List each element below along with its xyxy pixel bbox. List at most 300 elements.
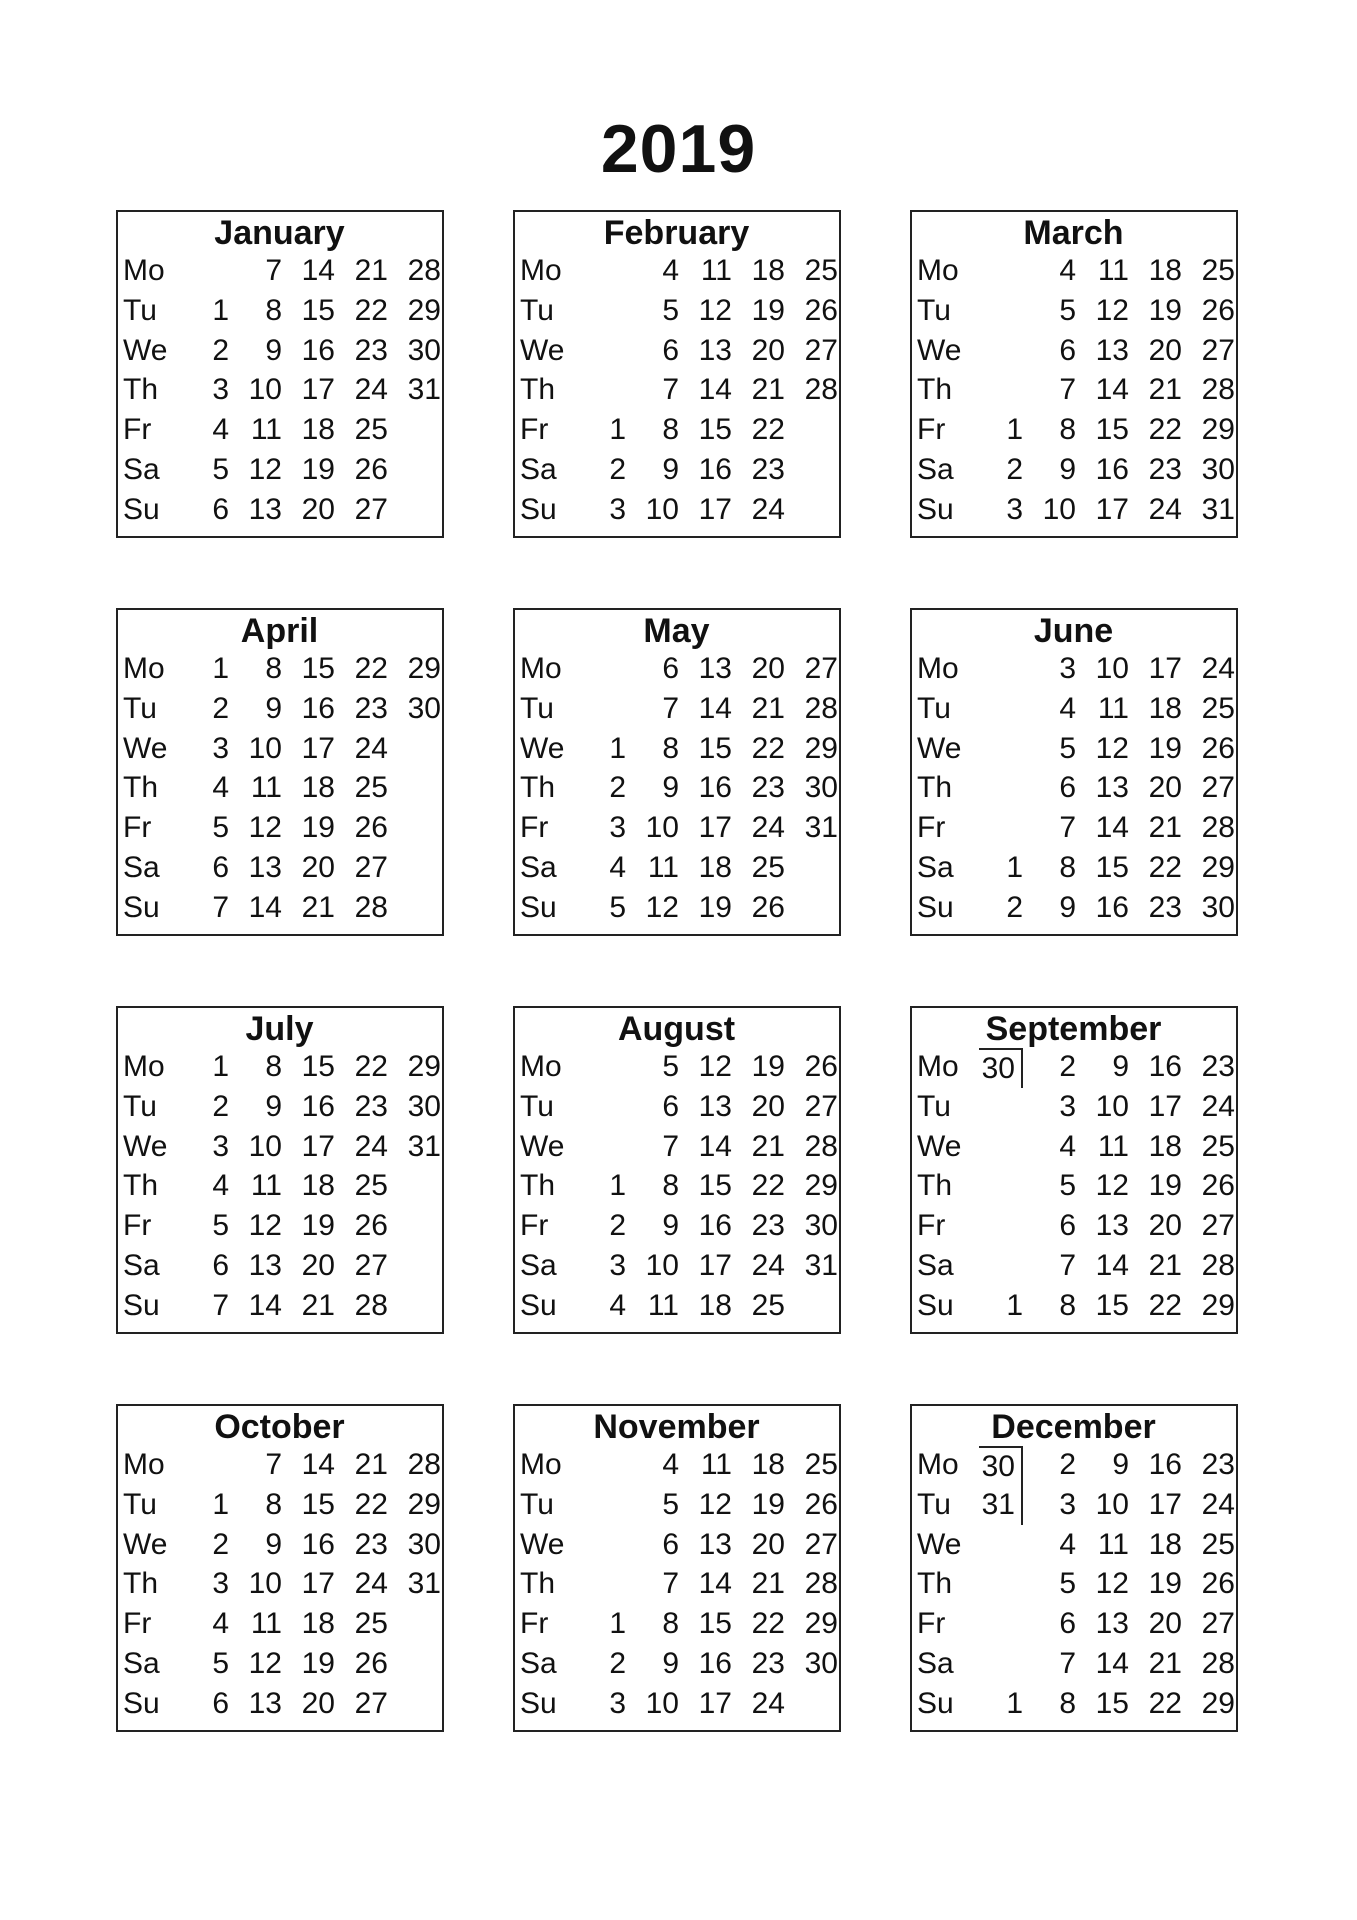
date-cell [388, 1645, 441, 1684]
weekday-label: Su [917, 492, 954, 526]
date-cell: 21 [301, 1288, 335, 1322]
weekday-row [917, 1605, 1235, 1644]
date-cell: 7 [265, 254, 282, 287]
date-cell: 21 [301, 890, 335, 924]
date-cell: 20 [301, 1249, 335, 1283]
month-title: July [245, 1010, 314, 1048]
date-cell: 15 [1095, 1288, 1129, 1322]
month-block-november [513, 1404, 841, 1732]
date-cell [388, 1287, 441, 1326]
date-cell: 30 [979, 1446, 1023, 1486]
weekday-row [917, 1247, 1235, 1286]
date-cell [785, 411, 838, 450]
date-cell: 19 [301, 1209, 335, 1243]
date-cell: 3 [1059, 1089, 1076, 1123]
date-cell: 12 [248, 811, 282, 845]
date-cell: 3 [609, 492, 626, 526]
date-cell: 21 [751, 691, 785, 725]
weekday-label: Mo [917, 1050, 959, 1083]
date-cell: 23 [751, 1647, 785, 1681]
date-cell: 8 [265, 1050, 282, 1083]
date-cell: 17 [698, 492, 732, 526]
weekday-label: Su [917, 890, 954, 924]
date-cell: 15 [698, 413, 732, 447]
date-cell [979, 1088, 1023, 1127]
date-cell: 11 [647, 851, 679, 885]
weekday-label: We [123, 731, 168, 765]
weekday-row [123, 1207, 436, 1246]
date-cell: 29 [1201, 1686, 1235, 1720]
date-cell [979, 769, 1023, 808]
date-cell: 22 [751, 731, 785, 765]
date-cell: 5 [212, 453, 229, 487]
weekday-row [520, 252, 838, 291]
weekday-row [520, 730, 838, 769]
weekday-label: Fr [520, 413, 549, 447]
date-cell: 7 [212, 1288, 229, 1322]
date-cell: 31 [804, 811, 838, 845]
date-cell: 30 [407, 1089, 441, 1123]
date-cell: 31 [407, 1129, 441, 1163]
date-cell: 10 [248, 731, 282, 765]
date-cell: 29 [407, 652, 441, 685]
date-cell [388, 809, 441, 848]
weekday-row [520, 1207, 838, 1246]
weekday-label: We [520, 1129, 565, 1163]
date-cell: 13 [698, 1527, 732, 1561]
weekday-label: Mo [520, 652, 562, 685]
weekday-row [123, 1565, 441, 1604]
date-cell: 13 [698, 1089, 732, 1123]
date-cell: 3 [609, 1249, 626, 1283]
date-cell: 24 [1148, 492, 1182, 526]
date-cell: 19 [301, 453, 335, 487]
date-cell: 9 [662, 453, 679, 487]
date-cell: 16 [1148, 1050, 1182, 1083]
date-cell: 16 [698, 1647, 732, 1681]
date-cell: 15 [698, 1169, 732, 1203]
month-block-april [116, 608, 444, 936]
date-cell: 28 [1201, 373, 1235, 407]
weekday-row [123, 690, 441, 729]
weekday-row [123, 769, 436, 808]
date-cell: 15 [698, 731, 732, 765]
weekday-row [123, 809, 436, 848]
weekday-label: Sa [520, 453, 557, 487]
date-cell: 2 [1059, 1448, 1076, 1481]
date-cell: 5 [1059, 293, 1076, 327]
date-cell: 23 [1148, 453, 1182, 487]
date-cell: 4 [212, 413, 229, 447]
month-rows [520, 252, 838, 530]
date-cell: 21 [354, 1448, 388, 1481]
date-cell [185, 1446, 229, 1485]
weekday-row [917, 809, 1235, 848]
date-cell: 2 [212, 1527, 229, 1561]
weekday-label: Su [520, 890, 557, 924]
date-cell: 22 [751, 1169, 785, 1203]
date-cell: 14 [698, 691, 732, 725]
date-cell: 7 [1059, 1249, 1076, 1283]
date-cell: 10 [248, 1129, 282, 1163]
month-title: August [617, 1010, 736, 1048]
weekday-label: We [123, 1527, 168, 1561]
date-cell: 16 [301, 333, 335, 367]
date-cell: 28 [1201, 811, 1235, 845]
weekday-row [520, 1446, 838, 1485]
date-cell: 24 [751, 1249, 785, 1283]
date-cell: 15 [301, 1487, 335, 1521]
date-cell: 5 [212, 1647, 229, 1681]
date-cell [388, 730, 441, 769]
date-cell: 10 [1042, 492, 1076, 526]
date-cell: 6 [1059, 1209, 1076, 1243]
date-cell: 16 [301, 691, 335, 725]
date-cell: 19 [698, 890, 732, 924]
weekday-row [520, 1128, 838, 1167]
weekday-label: Fr [520, 811, 549, 845]
date-cell: 13 [248, 1686, 282, 1720]
weekday-label: Th [123, 1169, 159, 1203]
date-cell [979, 1128, 1023, 1167]
date-cell: 14 [1095, 373, 1129, 407]
calendar-grid [116, 210, 1238, 1732]
weekday-label: Th [917, 1567, 953, 1601]
date-cell: 23 [1201, 1448, 1235, 1481]
weekday-row [520, 411, 833, 450]
date-cell: 4 [1059, 1527, 1076, 1561]
weekday-label: Sa [123, 453, 160, 487]
date-cell: 9 [1059, 453, 1076, 487]
date-cell: 12 [1095, 731, 1129, 765]
date-cell: 16 [698, 1209, 732, 1243]
date-cell: 11 [1097, 691, 1129, 725]
month-block-may [513, 608, 841, 936]
date-cell: 7 [1059, 373, 1076, 407]
weekday-label: Sa [123, 1647, 160, 1681]
date-cell: 4 [212, 771, 229, 805]
weekday-label: Fr [520, 1607, 549, 1641]
weekday-label: Th [123, 373, 159, 407]
date-cell: 26 [804, 1050, 838, 1083]
date-cell: 18 [751, 254, 785, 287]
weekday-row [520, 332, 838, 371]
date-cell: 23 [354, 1089, 388, 1123]
date-cell: 11 [1097, 1527, 1129, 1561]
date-cell: 28 [354, 890, 388, 924]
date-cell: 1 [1006, 1288, 1023, 1322]
month-rows [520, 650, 838, 928]
weekday-row [520, 451, 833, 490]
weekday-row [123, 1088, 441, 1127]
date-cell: 5 [1059, 1169, 1076, 1203]
date-cell: 13 [248, 492, 282, 526]
weekday-row [123, 650, 441, 689]
date-cell: 31 [979, 1486, 1023, 1525]
date-cell: 5 [609, 890, 626, 924]
date-cell: 14 [698, 1567, 732, 1601]
date-cell [979, 252, 1023, 291]
date-cell: 17 [698, 811, 732, 845]
date-cell: 4 [609, 1288, 626, 1322]
weekday-row [917, 252, 1235, 291]
date-cell [388, 491, 441, 530]
date-cell: 9 [265, 333, 282, 367]
date-cell: 21 [751, 1567, 785, 1601]
weekday-row [917, 1128, 1235, 1167]
date-cell: 20 [1148, 333, 1182, 367]
date-cell: 29 [804, 731, 838, 765]
weekday-label: Su [520, 1686, 557, 1720]
weekday-label: Tu [123, 691, 157, 725]
weekday-label: Tu [520, 1487, 554, 1521]
date-cell: 19 [751, 1050, 785, 1083]
month-rows [917, 1048, 1235, 1326]
date-cell: 17 [1148, 652, 1182, 685]
date-cell: 22 [354, 1487, 388, 1521]
weekday-label: Su [520, 492, 557, 526]
date-cell: 18 [301, 1169, 335, 1203]
date-cell: 20 [751, 652, 785, 685]
date-cell: 30 [407, 691, 441, 725]
date-cell: 4 [1059, 1129, 1076, 1163]
date-cell [979, 1605, 1023, 1644]
date-cell: 23 [751, 1209, 785, 1243]
weekday-label: Sa [520, 1647, 557, 1681]
date-cell: 3 [212, 731, 229, 765]
weekday-row [123, 1526, 441, 1565]
weekday-row [123, 411, 436, 450]
date-cell: 1 [212, 293, 229, 327]
date-cell: 6 [1059, 771, 1076, 805]
date-cell: 2 [1006, 453, 1023, 487]
weekday-row [917, 1446, 1235, 1485]
date-cell [388, 1685, 441, 1724]
date-cell: 11 [647, 1288, 679, 1322]
date-cell: 24 [751, 811, 785, 845]
date-cell [979, 650, 1023, 689]
date-cell: 18 [301, 771, 335, 805]
weekday-label: Th [520, 771, 556, 805]
weekday-label: Tu [123, 293, 157, 327]
month-rows [917, 252, 1235, 530]
date-cell: 3 [1006, 492, 1023, 526]
month-title: September [985, 1010, 1162, 1048]
weekday-label: Mo [123, 1050, 165, 1083]
weekday-label: Th [520, 1169, 556, 1203]
date-cell: 30 [407, 333, 441, 367]
month-title: December [991, 1408, 1156, 1446]
weekday-row [520, 849, 833, 888]
month-rows [917, 1446, 1235, 1724]
month-block-september [910, 1006, 1238, 1334]
date-cell: 11 [250, 1169, 282, 1203]
month-title: October [214, 1408, 345, 1446]
date-cell: 9 [265, 1527, 282, 1561]
weekday-row [123, 1287, 436, 1326]
date-cell: 23 [1148, 890, 1182, 924]
month-block-march [910, 210, 1238, 538]
date-cell: 1 [212, 1050, 229, 1083]
date-cell [388, 849, 441, 888]
date-cell: 6 [212, 851, 229, 885]
weekday-label: Mo [123, 1448, 165, 1481]
date-cell [979, 1565, 1023, 1604]
date-cell: 28 [1201, 1249, 1235, 1283]
date-cell: 26 [1201, 1567, 1235, 1601]
date-cell: 17 [301, 1129, 335, 1163]
date-cell: 22 [354, 1050, 388, 1083]
date-cell: 25 [354, 771, 388, 805]
weekday-row [123, 252, 441, 291]
weekday-row [520, 650, 838, 689]
date-cell: 25 [1201, 254, 1235, 287]
date-cell: 4 [609, 851, 626, 885]
date-cell: 20 [751, 333, 785, 367]
date-cell: 21 [1148, 1249, 1182, 1283]
date-cell: 28 [407, 1448, 441, 1481]
date-cell: 10 [1095, 1089, 1129, 1123]
weekday-row [123, 849, 436, 888]
date-cell: 8 [1059, 1288, 1076, 1322]
date-cell: 22 [751, 1607, 785, 1641]
date-cell: 20 [1148, 771, 1182, 805]
date-cell: 18 [1148, 1129, 1182, 1163]
date-cell: 23 [1201, 1050, 1235, 1083]
weekday-label: We [123, 1129, 168, 1163]
date-cell: 20 [301, 492, 335, 526]
date-cell: 17 [698, 1686, 732, 1720]
date-cell: 14 [248, 890, 282, 924]
weekday-label: Sa [917, 453, 954, 487]
date-cell: 5 [1059, 731, 1076, 765]
date-cell [582, 1565, 626, 1604]
date-cell: 12 [698, 293, 732, 327]
date-cell: 13 [1095, 1209, 1129, 1243]
date-cell [785, 849, 838, 888]
date-cell: 15 [1095, 851, 1129, 885]
date-cell [979, 1167, 1023, 1206]
date-cell [979, 1526, 1023, 1565]
date-cell: 23 [751, 453, 785, 487]
date-cell [388, 769, 441, 808]
weekday-row [917, 769, 1235, 808]
date-cell: 21 [751, 373, 785, 407]
weekday-row [917, 650, 1235, 689]
date-cell: 11 [250, 1607, 282, 1641]
date-cell: 12 [248, 453, 282, 487]
date-cell: 2 [1006, 890, 1023, 924]
date-cell: 5 [212, 1209, 229, 1243]
date-cell: 19 [1148, 293, 1182, 327]
month-title: May [643, 612, 710, 650]
date-cell: 18 [698, 851, 732, 885]
weekday-row [917, 1526, 1235, 1565]
date-cell: 5 [1059, 1567, 1076, 1601]
weekday-row [520, 889, 833, 928]
date-cell [582, 1128, 626, 1167]
date-cell: 29 [1201, 851, 1235, 885]
date-cell: 27 [804, 652, 838, 685]
date-cell: 13 [1095, 333, 1129, 367]
date-cell: 21 [1148, 811, 1182, 845]
weekday-row [520, 1645, 838, 1684]
month-block-august [513, 1006, 841, 1334]
date-cell: 19 [1148, 1169, 1182, 1203]
date-cell: 24 [1201, 1487, 1235, 1521]
date-cell: 19 [1148, 1567, 1182, 1601]
date-cell: 27 [804, 333, 838, 367]
date-cell: 18 [751, 1448, 785, 1481]
date-cell: 21 [1148, 373, 1182, 407]
date-cell: 24 [354, 373, 388, 407]
weekday-row [123, 1247, 436, 1286]
weekday-row [917, 371, 1235, 410]
date-cell: 7 [662, 691, 679, 725]
date-cell: 17 [1148, 1089, 1182, 1123]
date-cell: 23 [354, 691, 388, 725]
date-cell: 6 [1059, 1607, 1076, 1641]
weekday-row [123, 1128, 441, 1167]
weekday-row [917, 849, 1235, 888]
date-cell: 5 [662, 1050, 679, 1083]
date-cell: 1 [212, 652, 229, 685]
weekday-label: Mo [123, 254, 165, 287]
weekday-label: Th [123, 1567, 159, 1601]
weekday-label: We [520, 731, 565, 765]
weekday-row [123, 889, 436, 928]
date-cell [979, 1207, 1023, 1246]
date-cell: 12 [645, 890, 679, 924]
weekday-label: Th [123, 771, 159, 805]
date-cell: 27 [1201, 1209, 1235, 1243]
weekday-row [520, 1287, 833, 1326]
date-cell: 30 [407, 1527, 441, 1561]
date-cell [388, 411, 441, 450]
date-cell: 1 [1006, 1686, 1023, 1720]
date-cell: 19 [1148, 731, 1182, 765]
date-cell [979, 292, 1023, 331]
date-cell: 31 [407, 1567, 441, 1601]
weekday-label: We [917, 1527, 962, 1561]
date-cell: 17 [301, 731, 335, 765]
weekday-label: We [520, 1527, 565, 1561]
date-cell: 27 [804, 1089, 838, 1123]
date-cell: 2 [212, 1089, 229, 1123]
weekday-label: Mo [520, 254, 562, 287]
date-cell [582, 1526, 626, 1565]
date-cell: 25 [354, 1169, 388, 1203]
date-cell [582, 1088, 626, 1127]
weekday-row [123, 332, 441, 371]
weekday-label: Sa [520, 851, 557, 885]
weekday-row [917, 411, 1235, 450]
date-cell [979, 809, 1023, 848]
weekday-label: Fr [123, 1209, 152, 1243]
weekday-label: Th [917, 373, 953, 407]
weekday-label: Su [520, 1288, 557, 1322]
date-cell: 26 [804, 1487, 838, 1521]
weekday-row [520, 1565, 838, 1604]
date-cell: 20 [751, 1527, 785, 1561]
date-cell [388, 1247, 441, 1286]
weekday-row [520, 292, 838, 331]
date-cell: 16 [698, 453, 732, 487]
date-cell: 18 [698, 1288, 732, 1322]
date-cell: 24 [354, 731, 388, 765]
weekday-label: Sa [123, 851, 160, 885]
date-cell: 23 [354, 333, 388, 367]
